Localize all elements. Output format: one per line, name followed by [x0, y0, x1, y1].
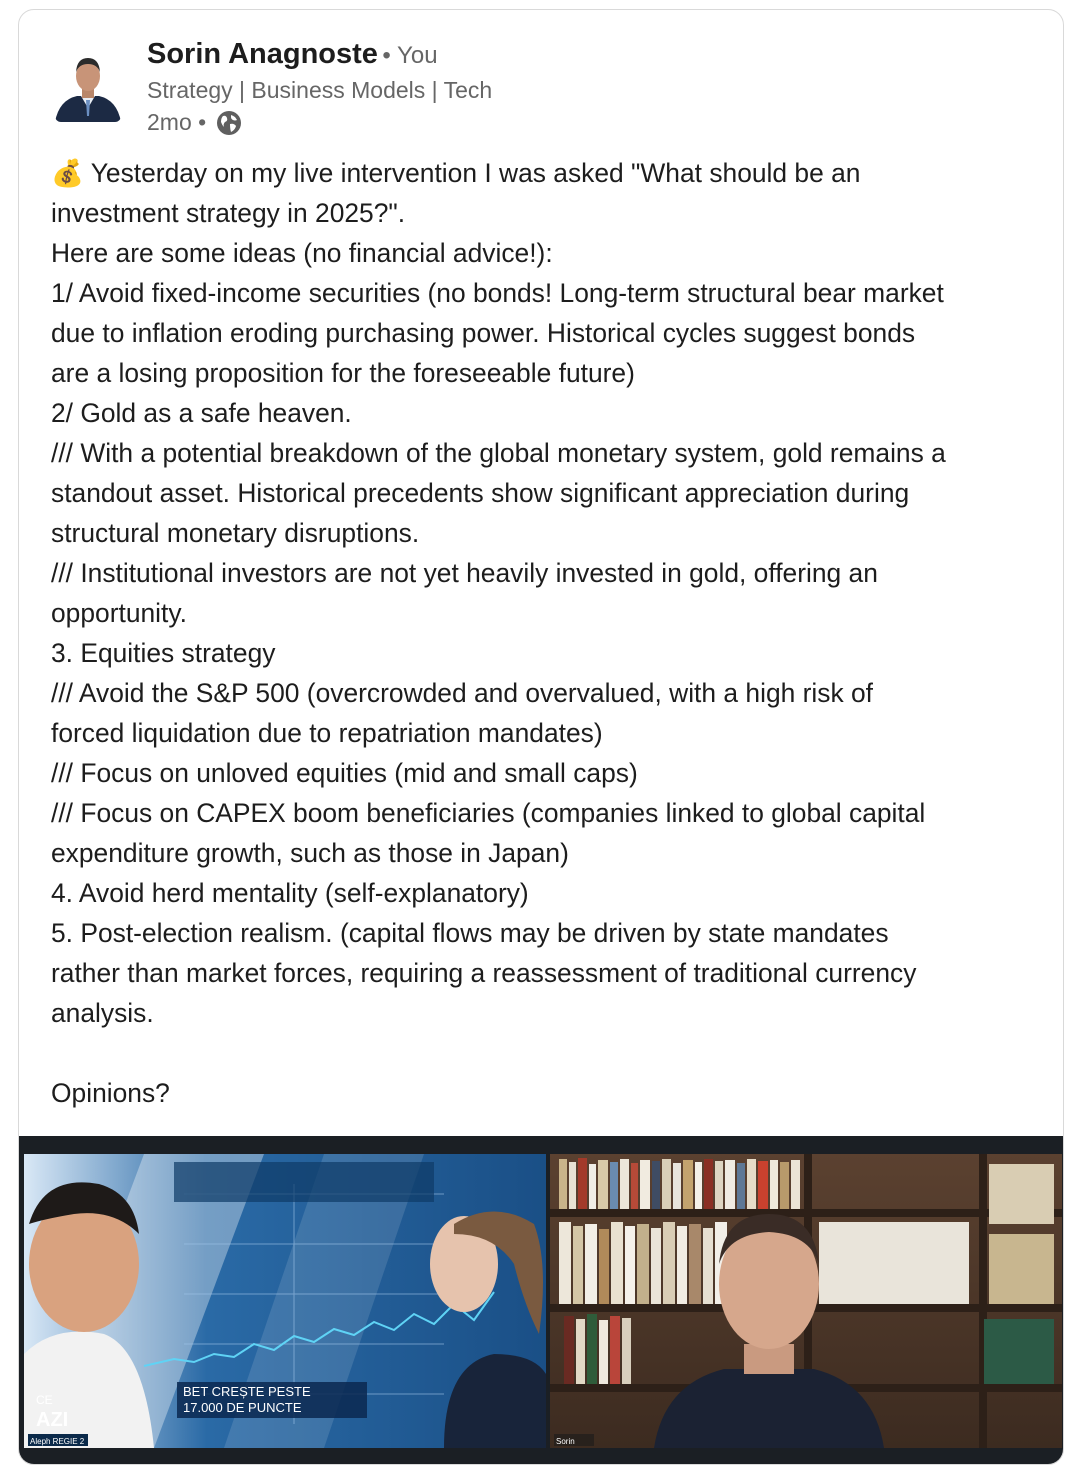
- post-line: are a losing proposition for the foreseeable future): [51, 358, 635, 388]
- post-line: /// With a potential breakdown of the global monetary system, gold remains a: [51, 438, 946, 468]
- post-text: [51, 153, 1056, 1113]
- logo-bottom: AZI: [36, 1409, 69, 1431]
- post-time: 2mo •: [147, 109, 207, 135]
- post-card: [18, 9, 1064, 1465]
- post-line: /// Avoid the S&P 500 (overcrowded and overvalued, with a high risk of: [51, 678, 874, 708]
- post-line: analysis.: [51, 998, 154, 1028]
- post-line: [51, 1033, 1056, 1073]
- post-line: 3. Equities strategy: [51, 638, 276, 668]
- post-line: expenditure growth, such as those in Japan): [51, 838, 569, 868]
- post-line: opportunity.: [51, 598, 187, 628]
- author-headline: Strategy | Business Models | Tech: [147, 77, 493, 103]
- globe-icon[interactable]: [216, 110, 242, 136]
- author-name-line: [147, 38, 438, 74]
- ticker-line-1: BET CREȘTE PESTE: [183, 1384, 311, 1399]
- post-line: 4. Avoid herd mentality (self-explanatory): [51, 878, 529, 908]
- post-line: standout asset. Historical precedents show significant appreciation during: [51, 478, 910, 508]
- post-line: /// Institutional investors are not yet heavily invested in gold, offering an: [51, 558, 878, 588]
- post-line: due to inflation eroding purchasing power. Historical cycles suggest bonds: [51, 318, 916, 348]
- post-line: forced liquidation due to repatriation mandates): [51, 718, 603, 748]
- post-line: investment strategy in 2025?".: [51, 198, 406, 228]
- post-line: Opinions?: [51, 1078, 170, 1108]
- post-line: 2/ Gold as a safe heaven.: [51, 398, 352, 428]
- post-meta: [147, 109, 242, 136]
- post-line: structural monetary disruptions.: [51, 518, 420, 548]
- author-relation: • You: [382, 42, 438, 69]
- author-avatar[interactable]: [55, 44, 121, 122]
- logo-top: CE: [36, 1393, 53, 1407]
- ticker-line-2: 17.000 DE PUNCTE: [183, 1400, 302, 1415]
- right-tag: Sorin: [556, 1437, 575, 1446]
- post-line: 5. Post-election realism. (capital flows may be driven by state mandates: [51, 918, 889, 948]
- left-tag: Aleph REGIE 2: [30, 1437, 85, 1446]
- avatar-photo: [55, 44, 121, 122]
- post-line: 💰 Yesterday on my live intervention I was asked "What should be an: [51, 158, 861, 188]
- post-line: Here are some ideas (no financial advice!):: [51, 238, 553, 268]
- post-video-thumbnail[interactable]: [19, 1136, 1064, 1465]
- post-line: /// Focus on CAPEX boom beneficiaries (companies linked to global capital: [51, 798, 926, 828]
- post-line: rather than market forces, requiring a reassessment of traditional currency: [51, 958, 917, 988]
- news-ticker: [177, 1382, 367, 1418]
- post-line: 1/ Avoid fixed-income securities (no bonds! Long-term structural bear market: [51, 278, 944, 308]
- author-name[interactable]: Sorin Anagnoste: [147, 38, 378, 70]
- post-line: /// Focus on unloved equities (mid and small caps): [51, 758, 638, 788]
